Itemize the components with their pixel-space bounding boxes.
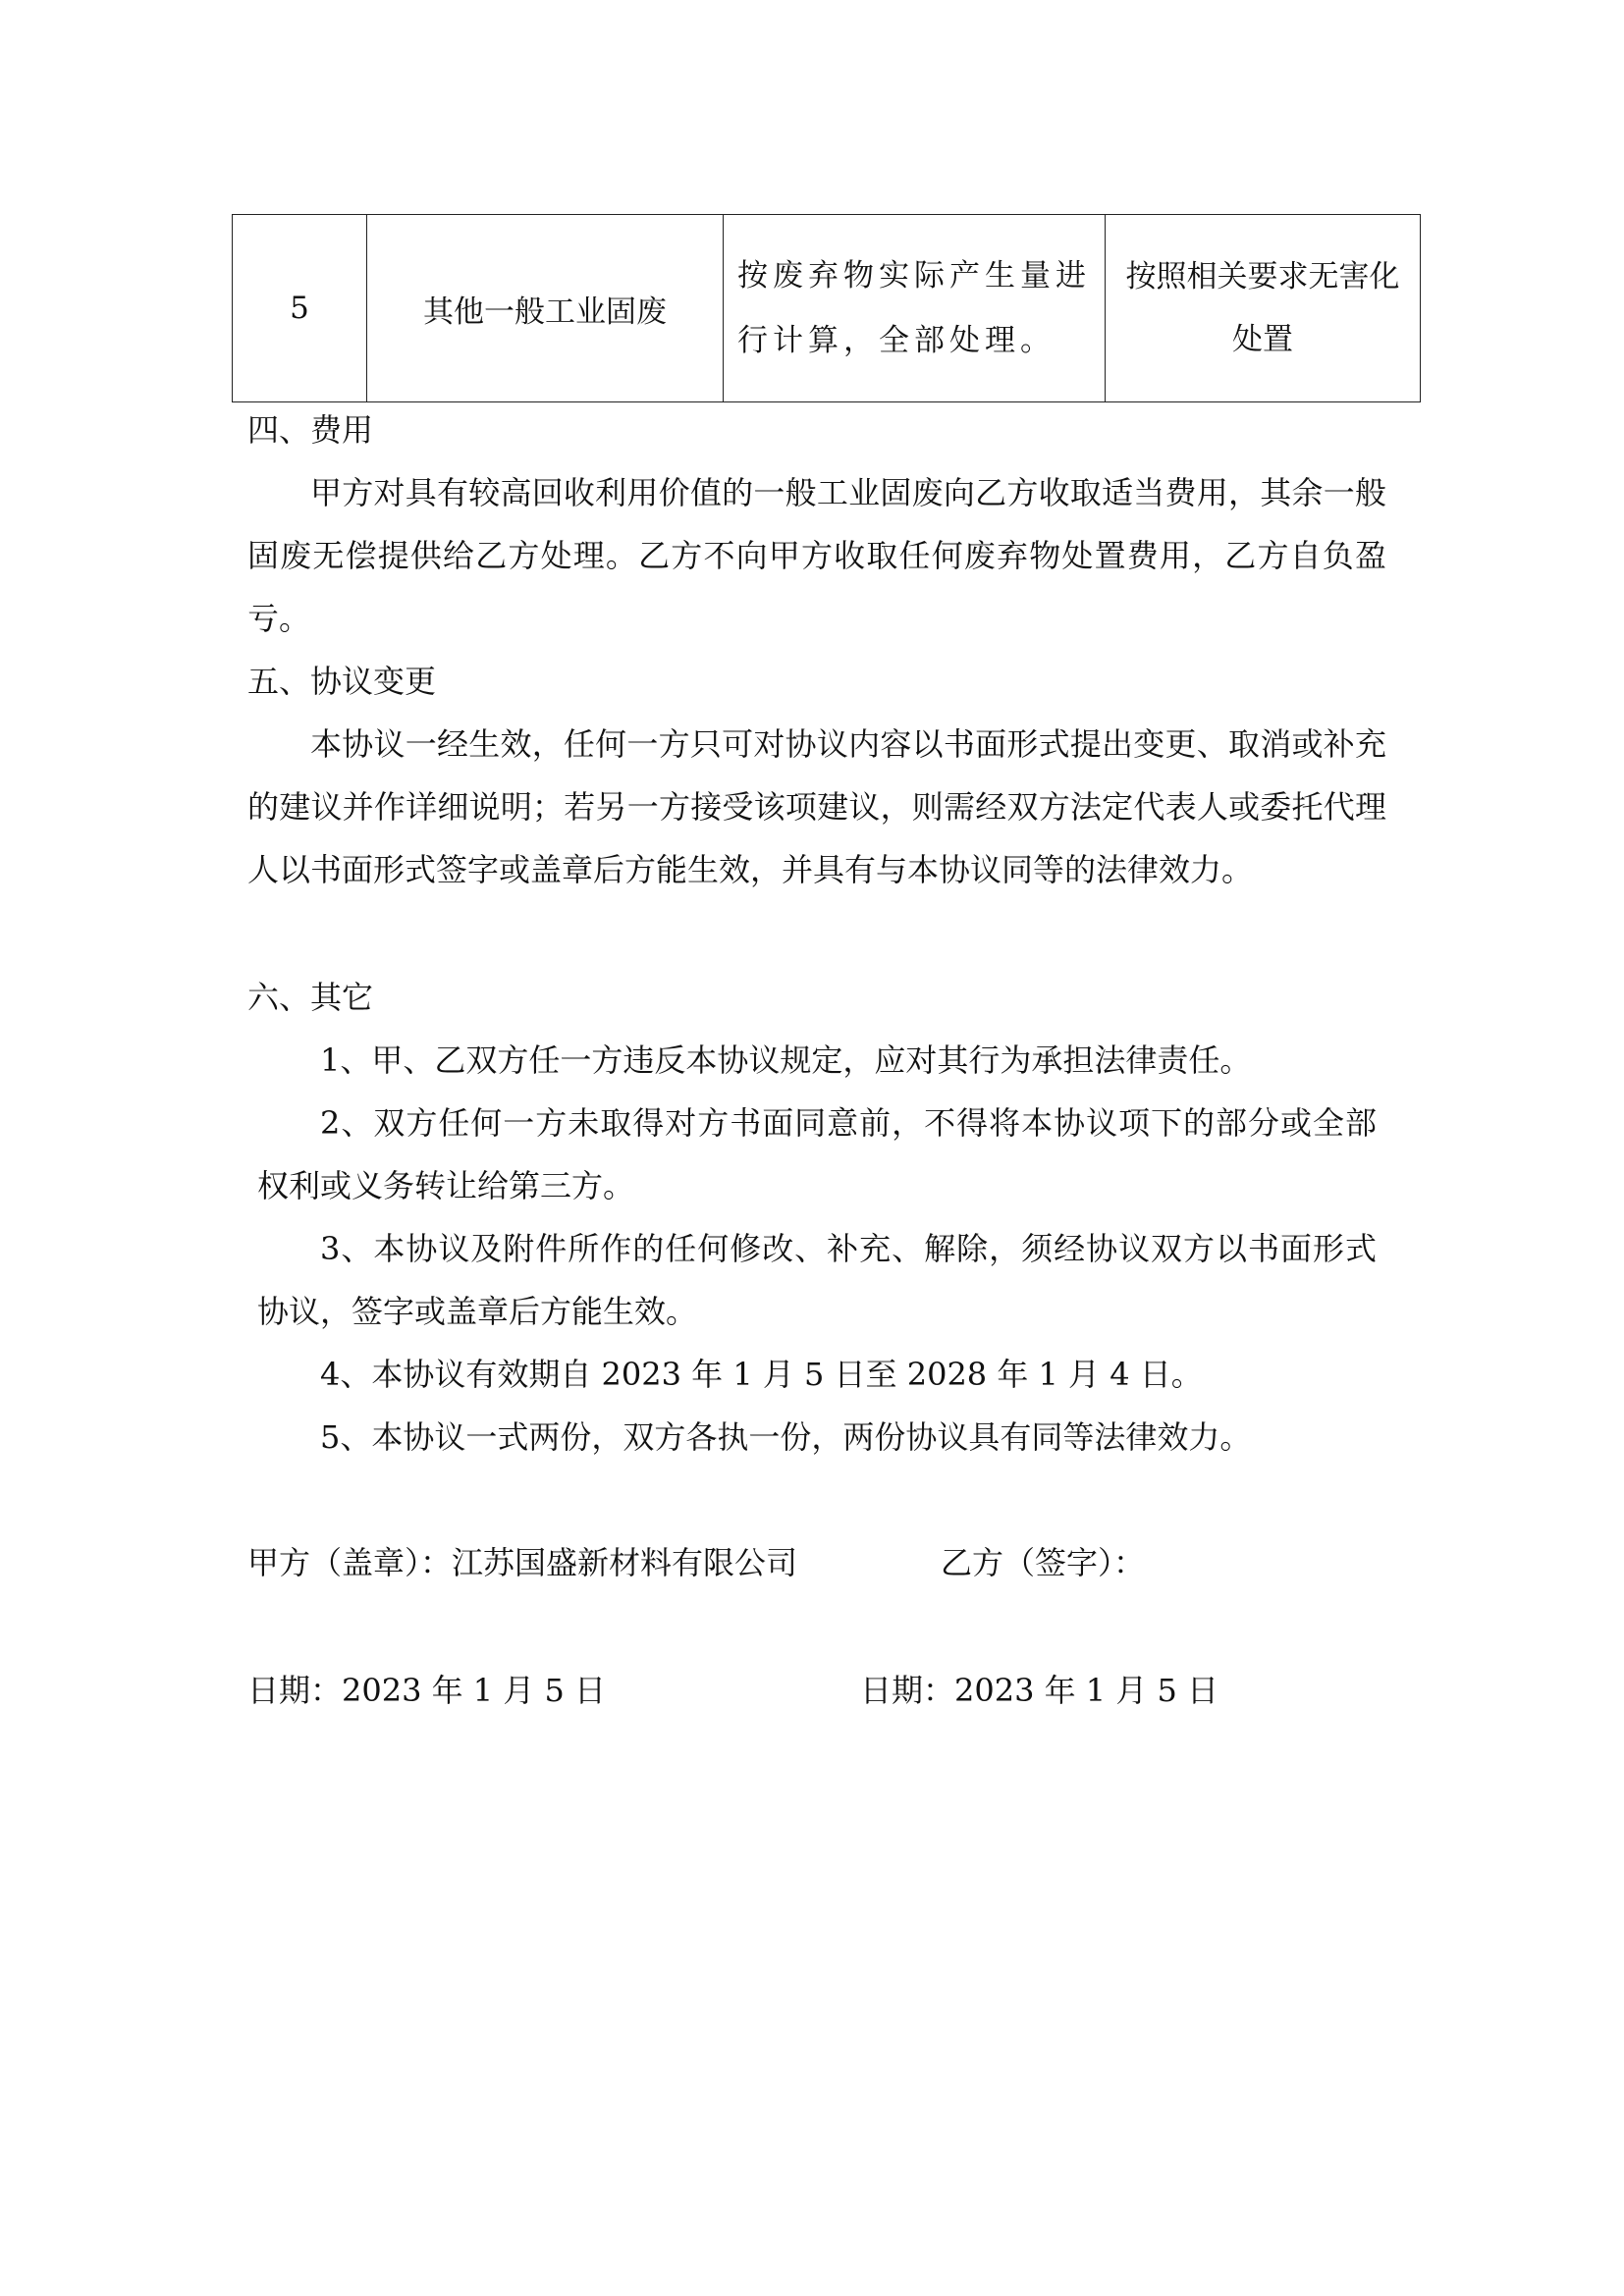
party-a-date: 日期：2023 年 1 月 5 日: [247, 1672, 607, 1709]
calculation-method: 按废弃物实际产生量进行计算，全部处理。: [724, 215, 1106, 402]
other-item-4: 4、本协议有效期自 2023 年 1 月 5 日至 2028 年 1 月 4 日。: [320, 1356, 1203, 1393]
change-paragraph: 本协议一经生效，任何一方只可对协议内容以书面形式提出变更、取消或补充的建议并作详细说明；若另一方接受该项建议，则需经双方法定代表人或委托代理人以书面形式签字或盖章后方能生效，并具有与本协议同等的法律效力。: [247, 725, 1386, 888]
section-heading-fees: 四、费用: [247, 411, 374, 449]
section-heading-other: 六、其它: [247, 979, 374, 1016]
party-a-signature-label: 甲方（盖章）：江苏国盛新材料有限公司: [247, 1544, 798, 1581]
waste-table: [232, 214, 1421, 402]
party-b-signature-label: 乙方（签字）：: [941, 1544, 1146, 1581]
row-number: 5: [233, 215, 367, 402]
section-heading-change: 五、协议变更: [247, 663, 437, 700]
other-item-2: 2、双方任何一方未取得对方书面同意前，不得将本协议项下的部分或全部权利或义务转让给第三方。: [257, 1104, 1377, 1204]
other-item-5: 5、本协议一式两份，双方各执一份，两份协议具有同等法律效力。: [320, 1418, 1252, 1456]
fees-paragraph: 甲方对具有较高回收利用价值的一般工业固废向乙方收取适当费用，其余一般固废无偿提供给乙方处理。乙方不向甲方收取任何废弃物处置费用，乙方自负盈亏。: [247, 474, 1386, 637]
disposal-method: 按照相关要求无害化处置: [1106, 215, 1421, 402]
other-item-1: 1、甲、乙双方任一方违反本协议规定，应对其行为承担法律责任。: [320, 1041, 1252, 1079]
other-item-3: 3、本协议及附件所作的任何修改、补充、解除，须经协议双方以书面形式协议，签字或盖章后方能生效。: [257, 1230, 1377, 1330]
waste-name: 其他一般工业固废: [367, 215, 724, 402]
party-b-date: 日期：2023 年 1 月 5 日: [860, 1672, 1219, 1709]
table-row: [233, 215, 1421, 402]
